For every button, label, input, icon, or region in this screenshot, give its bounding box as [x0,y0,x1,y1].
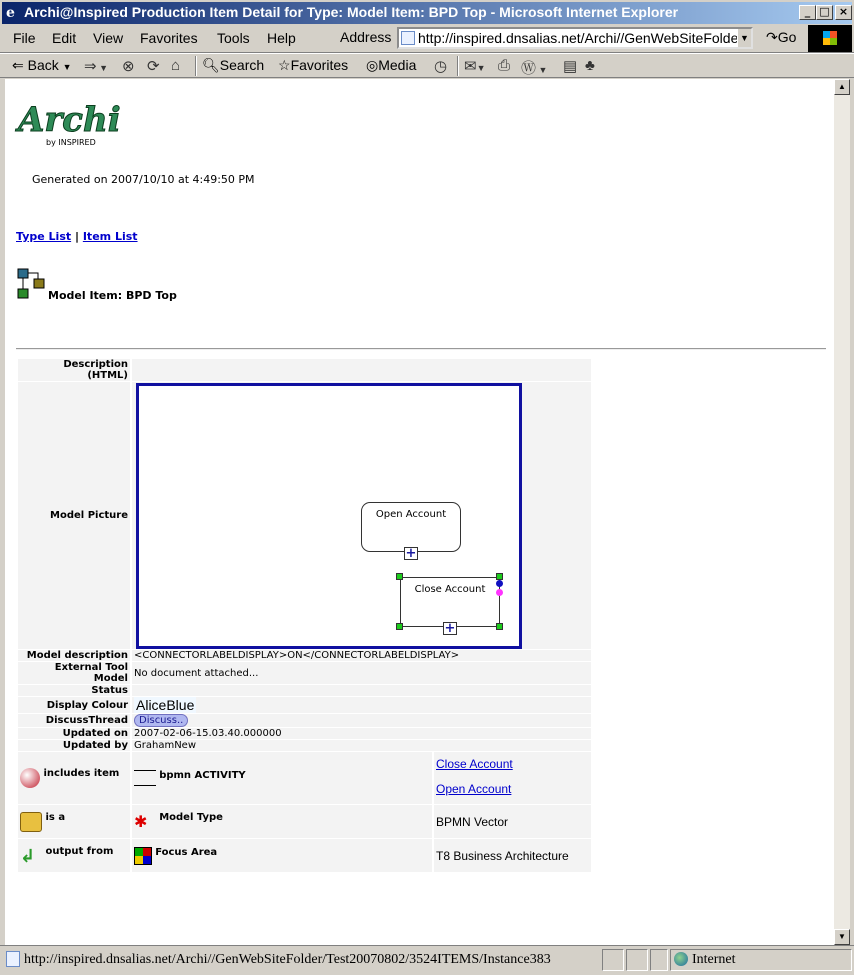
back-button[interactable] [12,57,72,74]
resize-handle[interactable] [396,623,403,630]
focus-area-icon [134,847,152,865]
is-a-label: is a [45,811,66,823]
menu-bar [0,24,854,53]
resize-handle[interactable] [496,573,503,580]
internet-zone-label: Internet [692,952,736,967]
detail-table [16,358,593,873]
model-picture-label: Model Picture [18,382,130,649]
open-account-shape[interactable] [361,502,461,552]
chevron-down-icon[interactable]: ▼ [737,29,751,47]
history-icon[interactable]: ◷ [434,58,448,75]
model-description-label: Model description [18,650,130,661]
is-a-type: Model Type [159,811,223,823]
nav-separator: | [74,230,79,243]
page-icon [401,31,415,45]
address-input[interactable] [418,29,738,47]
bpmn-activity-icon [134,770,156,786]
table-row [18,685,591,696]
status-zone [602,949,624,971]
output-from-cell [18,839,130,872]
is-a-type-cell [132,805,432,838]
chevron-down-icon[interactable]: ▼ [476,63,486,73]
type-folder-icon [20,812,42,832]
connector-point[interactable] [496,580,503,587]
includes-item-type-cell [132,752,432,804]
refresh-icon[interactable]: ⟳ [147,58,160,75]
page-icon [6,951,20,967]
word-icon[interactable]: Ⓦ ▼ [521,60,548,77]
go-button[interactable] [766,29,796,46]
ie-icon: e [6,5,15,21]
table-row [18,359,591,381]
title-bar [0,0,854,24]
table-row [18,382,591,649]
search-button[interactable] [202,57,264,74]
windows-flag-icon [823,31,837,45]
includes-item-icon [20,768,40,788]
scroll-up-button[interactable]: ▲ [834,79,850,95]
archi-logo [16,95,121,151]
table-row [18,740,591,751]
globe-icon [674,952,688,966]
table-row [18,697,591,713]
scroll-down-button[interactable]: ▼ [834,929,850,945]
table-row [18,714,591,727]
expand-icon[interactable]: + [405,546,417,561]
open-account-label: Open Account [375,509,447,520]
maximize-button[interactable]: □ [816,5,833,20]
is-a-cell [18,805,130,838]
menu-view[interactable]: View [93,30,124,46]
star-icon: ☆ [278,57,291,73]
table-row [18,662,591,684]
output-from-type-cell [132,839,432,872]
output-arrow-icon: ↲ [20,845,36,867]
go-label: Go [777,29,797,45]
chevron-down-icon[interactable]: ▼ [96,63,108,73]
page-content [5,79,834,945]
output-from-label: output from [45,845,114,857]
menu-favorites[interactable]: Favorites [140,30,198,46]
window-title: Archi@Inspired Production Item Detail for Type: Model Item: BPD Top - Microsoft Internet Explorer [24,4,679,20]
status-label: Status [18,685,130,696]
minimize-button[interactable]: _ [799,5,816,20]
media-icon: ◎ [366,57,379,73]
table-row [18,650,591,661]
logo-text: Archi [18,100,121,140]
model-description-value: <CONNECTORLABELDISPLAY>ON</CONNECTORLABELDISPLAY> [132,650,591,661]
resize-handle[interactable] [496,623,503,630]
discuss-button[interactable]: Discuss.. [134,714,188,727]
go-arrow-icon: ↷ [766,29,778,45]
is-a-value: BPMN Vector [436,814,509,829]
back-arrow-icon: ⇐ [12,57,24,73]
media-label: Media [378,57,417,73]
updated-by-label: Updated by [18,740,130,751]
model-word: Model [48,289,86,302]
table-row [18,752,591,804]
toolbar [0,53,854,78]
connector-point[interactable] [496,589,503,596]
external-tool-value: No document attached... [132,662,591,684]
search-icon: 🔍︎ [202,57,220,73]
display-colour-value: AliceBlue [136,697,195,713]
discuss-label: DiscussThread [18,714,130,727]
updated-on-value: 2007-02-06-15.03.40.000000 [132,728,591,739]
print-icon[interactable]: ⎙ [498,57,511,74]
status-value [132,685,591,696]
description-label: Description (HTML) [18,359,130,381]
menu-tools[interactable]: Tools [217,30,250,46]
model-picture[interactable] [136,383,522,649]
includes-item-cell [18,752,130,804]
menu-file[interactable]: File [13,30,36,46]
includes-item-label: includes item [43,768,120,779]
menu-edit[interactable]: Edit [52,30,77,46]
close-button[interactable]: × [835,5,852,20]
updated-on-label: Updated on [18,728,130,739]
generated-timestamp: Generated on 2007/10/10 at 4:49:50 PM [32,173,255,186]
chevron-down-icon[interactable]: ▼ [536,65,548,75]
description-value [132,359,591,381]
output-from-value: T8 Business Architecture [436,848,569,863]
divider [16,348,826,350]
favorites-button[interactable] [278,57,348,74]
nav-links [16,230,138,243]
stop-icon[interactable]: ⊗ [122,58,135,75]
model-icon [16,267,48,301]
table-row [18,728,591,739]
discuss-cell [132,714,591,727]
status-bar [0,945,854,975]
favorites-label: Favorites [290,57,349,73]
logo-subtitle: by INSPIRED [46,138,96,147]
type-list-link[interactable]: Type List [16,230,72,243]
model-picture-cell [132,382,591,649]
media-button[interactable] [366,57,416,74]
address-label: Address [340,29,392,45]
model-item-name: Item: BPD Top [89,289,177,302]
display-colour-cell [132,697,591,713]
is-a-value-cell [434,805,591,838]
resize-handle[interactable] [396,573,403,580]
open-account-link[interactable]: Open Account [436,782,512,796]
status-zone [626,949,648,971]
status-url: http://inspired.dnsalias.net/Archi//GenWebSiteFolder/Test20070802/3524ITEMS/Instance383 [24,952,551,967]
display-colour-label: Display Colour [18,697,130,713]
includes-item-links [434,752,591,804]
mail-icon[interactable]: ✉▼ [464,58,486,75]
toolbar-separator [195,56,197,76]
messenger-icon[interactable]: ♣ [585,57,595,74]
status-zone [650,949,668,971]
search-label: Search [219,57,265,73]
discuss-icon[interactable]: ▤ [563,58,578,75]
home-icon[interactable]: ⌂ [171,57,181,74]
windows-logo [808,25,852,52]
external-tool-label: External Tool Model [18,662,130,684]
back-label: Back [27,57,59,73]
output-from-value-cell [434,839,591,872]
page-title [48,289,177,302]
item-list-link[interactable]: Item List [82,230,138,243]
menu-help[interactable]: Help [267,30,296,46]
table-row [18,839,591,872]
chevron-down-icon[interactable]: ▼ [62,62,72,72]
address-bar[interactable] [397,27,753,49]
close-account-shape[interactable] [400,577,500,627]
close-account-link[interactable]: Close Account [436,757,513,771]
output-from-type: Focus Area [155,846,218,858]
vertical-scrollbar[interactable] [834,79,850,945]
model-type-icon: ✱ [134,811,148,831]
close-account-label: Close Account [414,584,486,595]
forward-button[interactable]: ⇒ ▼ [84,58,108,75]
toolbar-separator [457,56,459,76]
table-row [18,805,591,838]
updated-by-value: GrahamNew [132,740,591,751]
includes-item-type: bpmn ACTIVITY [159,770,246,781]
expand-icon[interactable]: + [444,621,456,636]
